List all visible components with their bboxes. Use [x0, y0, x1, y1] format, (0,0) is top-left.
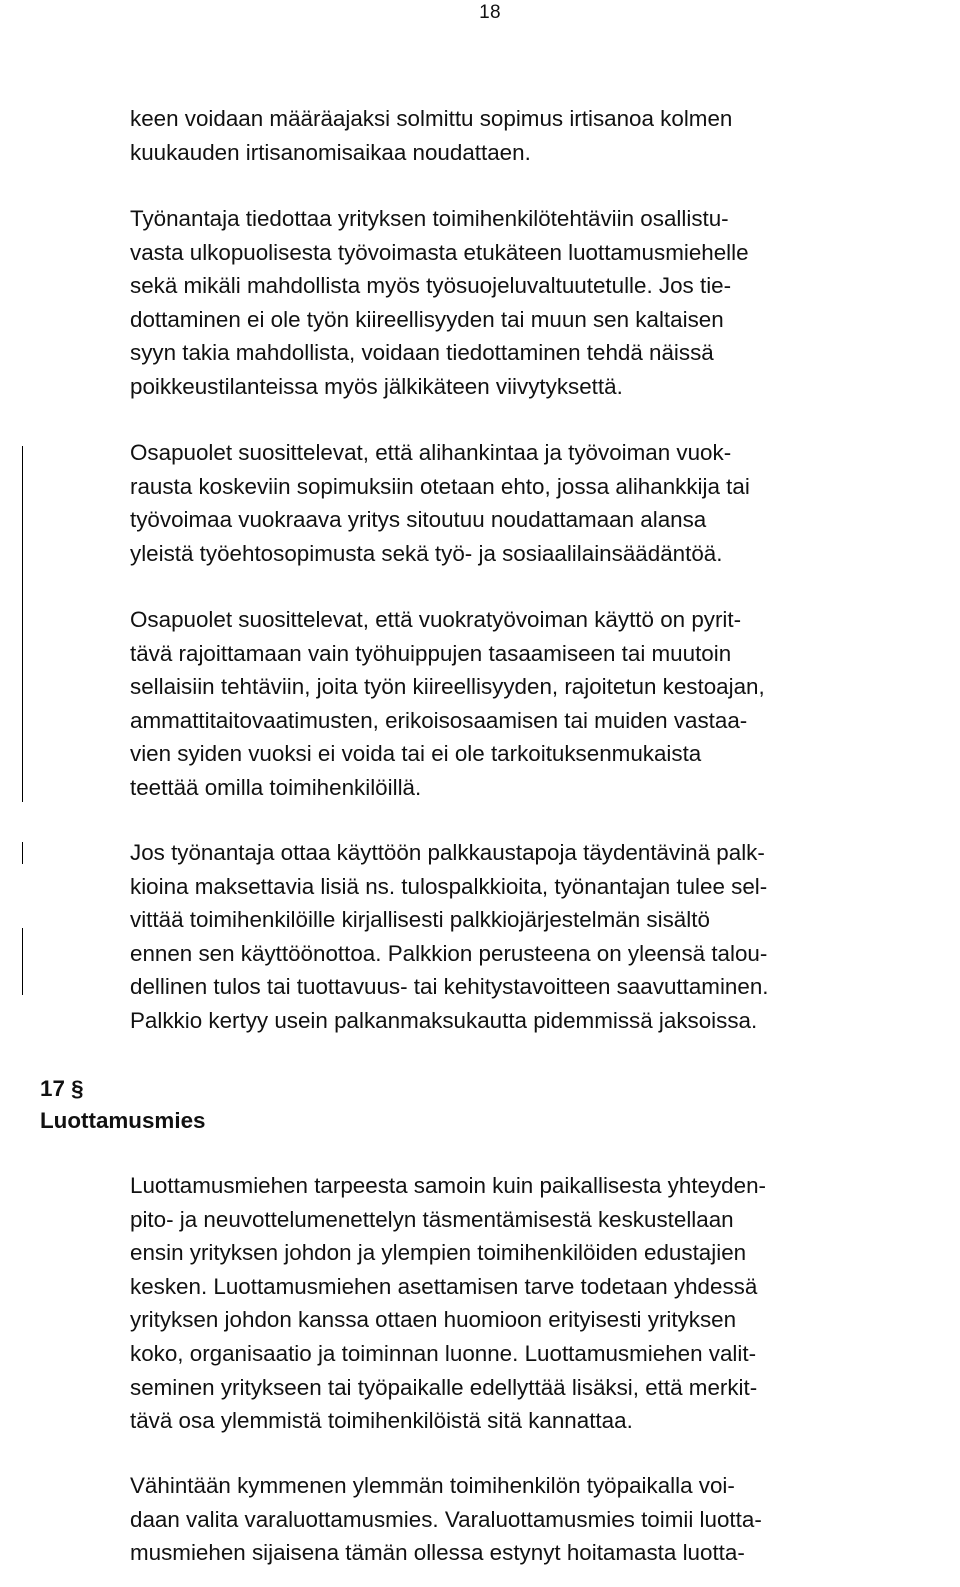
- page-number: 18: [479, 2, 501, 23]
- text-line: sellaisiin tehtäviin, joita työn kiireellisyyden, rajoitetun kestoajan,: [130, 674, 765, 700]
- text-line: daan valita varaluottamusmies. Varaluottamusmies toimii luotta-: [130, 1506, 762, 1532]
- section-heading: [40, 1073, 205, 1137]
- text-line: syyn takia mahdollista, voidaan tiedottaminen tehdä näissä: [130, 340, 714, 366]
- text-line: keen voidaan määräajaksi solmittu sopimus irtisanoa kolmen: [130, 106, 733, 131]
- paragraph: [130, 836, 960, 1038]
- text-line: Työnantaja tiedottaa yrityksen toimihenkilötehtäviin osallistu-: [130, 206, 729, 231]
- text-line: musmiehen sijaisena tämän ollessa estynyt hoitamasta luotta-: [130, 1540, 745, 1566]
- text-line: ensin yrityksen johdon ja ylempien toimihenkilöiden edustajien: [130, 1240, 747, 1266]
- text-line: Jos työnantaja ottaa käyttöön palkkaustapoja täydentävinä palk-: [130, 840, 765, 865]
- text-line: rausta koskeviin sopimuksiin otetaan ehto, jossa alihankkija tai: [130, 473, 750, 499]
- text-line: yleistä työehtosopimusta sekä työ- ja sosiaalilainsäädäntöä.: [130, 540, 723, 566]
- text-line: koko, organisaatio ja toiminnan luonne. Luottamusmiehen valit-: [130, 1340, 757, 1366]
- text-line: kesken. Luottamusmiehen asettamisen tarve todetaan yhdessä: [130, 1273, 758, 1299]
- text-line: vittää toimihenkilöille kirjallisesti palkkiojärjestelmän sisältö: [130, 907, 710, 933]
- text-line: dottaminen ei ole työn kiireellisyyden tai muun sen kaltaisen: [130, 306, 724, 332]
- revision-change-bar: [22, 928, 23, 995]
- text-line: kioina maksettavia lisiä ns. tulospalkkioita, työnantajan tulee sel-: [130, 873, 768, 899]
- section-title: Luottamusmies: [40, 1108, 206, 1133]
- paragraph: [130, 1469, 960, 1570]
- text-line: Osapuolet suosittelevat, että alihankintaa ja työvoiman vuok-: [130, 440, 732, 465]
- text-line: teettää omilla toimihenkilöillä.: [130, 774, 422, 800]
- paragraph: [130, 202, 960, 404]
- text-line: poikkeustilanteissa myös jälkikäteen viivytyksettä.: [130, 373, 623, 399]
- text-line: vasta ulkopuolisesta työvoimasta etukäteen luottamusmiehelle: [130, 239, 749, 265]
- revision-change-bar: [22, 842, 23, 864]
- text-line: ammattitaitovaatimusten, erikoisosaamisen tai muiden vastaa-: [130, 707, 748, 733]
- text-line: dellinen tulos tai tuottavuus- tai kehitystavoitteen saavuttaminen.: [130, 974, 769, 1000]
- text-line: sekä mikäli mahdollista myös työsuojeluvaltuutetulle. Jos tie-: [130, 273, 732, 299]
- text-line: Palkkio kertyy usein palkanmaksukautta pidemmissä jaksoissa.: [130, 1007, 758, 1033]
- section-number: 17 §: [40, 1076, 84, 1101]
- text-line: Osapuolet suosittelevat, että vuokratyövoiman käyttö on pyrit-: [130, 607, 742, 632]
- text-line: yrityksen johdon kanssa ottaen huomioon erityisesti yrityksen: [130, 1307, 737, 1333]
- text-line: vien syiden vuoksi ei voida tai ei ole tarkoituksenmukaista: [130, 741, 702, 767]
- text-line: pito- ja neuvottelumenettelyn täsmentämisestä keskustellaan: [130, 1206, 734, 1232]
- text-line: ennen sen käyttöönottoa. Palkkion perusteena on yleensä talou-: [130, 940, 768, 966]
- text-line: kuukauden irtisanomisaikaa noudattaen.: [130, 139, 531, 165]
- paragraph: [130, 603, 960, 805]
- text-line: työvoimaa vuokraava yritys sitoutuu noudattamaan alansa: [130, 507, 707, 533]
- paragraph: [130, 436, 960, 570]
- revision-change-bar: [22, 446, 23, 802]
- text-line: seminen yritykseen tai työpaikalle edellyttää lisäksi, että merkit-: [130, 1374, 758, 1400]
- text-line: tävä osa ylemmistä toimihenkilöistä sitä kannattaa.: [130, 1408, 633, 1434]
- text-line: Luottamusmiehen tarpeesta samoin kuin paikallisesta yhteyden-: [130, 1173, 767, 1198]
- text-line: Vähintään kymmenen ylemmän toimihenkilön työpaikalla voi-: [130, 1473, 735, 1498]
- paragraph: [130, 102, 960, 169]
- text-line: tävä rajoittamaan vain työhuippujen tasaamiseen tai muutoin: [130, 640, 732, 666]
- paragraph: [130, 1169, 960, 1438]
